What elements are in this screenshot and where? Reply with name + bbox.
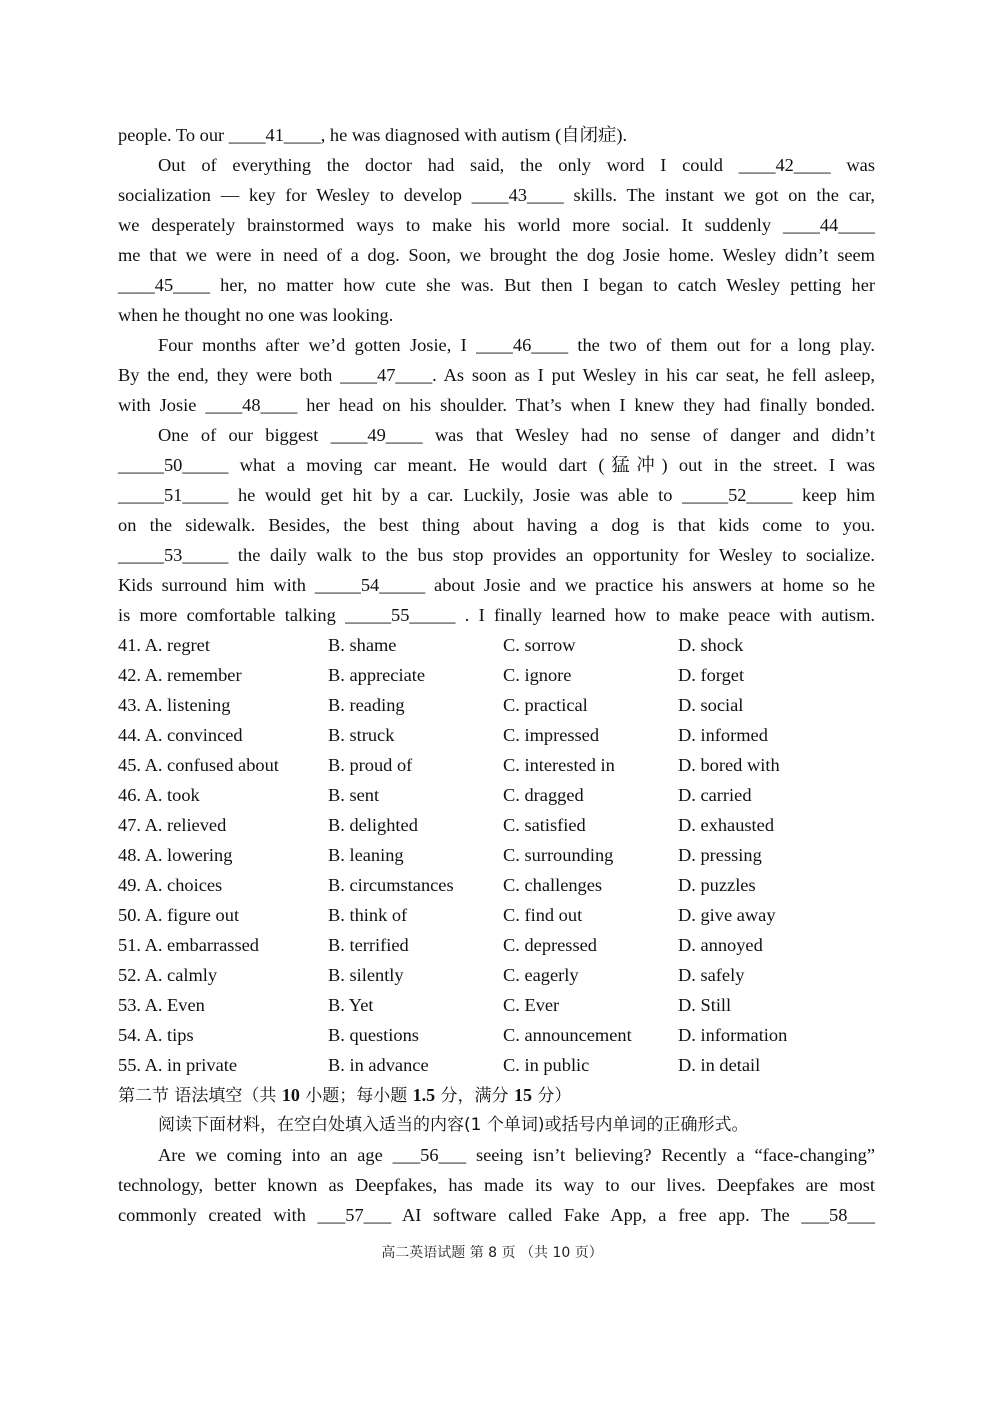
option-c: C. satisfied [503,815,586,835]
passage-line: with Josie ____48____ her head on his shoulder. That’s when I knew they had finally bonded. [118,395,875,415]
section-title-mid: 小题；每小题 [299,1086,413,1106]
option-a: 51. A. embarrassed [118,935,259,955]
option-row [118,810,875,840]
option-row [118,750,875,780]
option-c: C. interested in [503,755,615,775]
option-d: D. carried [678,785,752,805]
option-a: 52. A. calmly [118,965,218,985]
option-d: D. exhausted [678,815,775,835]
section-title-pre: 第二节 语法填空（共 [118,1086,282,1106]
option-c: C. sorrow [503,635,576,655]
option-b: B. shame [328,635,397,655]
section-instruction: 阅读下面材料，在空白处填入适当的内容(1 个单词)或括号内单词的正确形式。 [158,1115,749,1135]
option-d: D. information [678,1025,788,1045]
passage-line: people. To our ____41____, he was diagnosed with autism (自闭症). [118,125,628,145]
passage-line: _____53_____ the daily walk to the bus stop provides an opportunity for Wesley to socialize. [118,545,875,565]
grammar-line: technology, better known as Deepfakes, has made its way to our lives. Deepfakes are most [118,1175,875,1195]
option-b: B. reading [328,695,405,715]
option-row [118,900,875,930]
option-a: 48. A. lowering [118,845,233,865]
option-d: D. forget [678,665,745,685]
option-row [118,840,875,870]
grammar-line: Are we coming into an age ___56___ seeing isn’t believing? Recently a “face-changing” [158,1145,875,1165]
passage-line: Kids surround him with _____54_____ about Josie and we practice his answers at home so he [118,575,875,595]
option-c: C. practical [503,695,588,715]
option-row [118,1020,875,1050]
grammar-line: commonly created with ___57___ AI software called Fake App, a free app. The ___58___ [118,1205,875,1225]
passage-line: Out of everything the doctor had said, the only word I could ____42____ was [158,155,875,175]
passage-line: is more comfortable talking _____55_____ . I finally learned how to make peace with autism. [118,605,875,625]
option-d: D. in detail [678,1055,761,1075]
option-a: 43. A. listening [118,695,231,715]
option-row [118,930,875,960]
option-d: D. shock [678,635,744,655]
option-c: C. impressed [503,725,600,745]
option-b: B. proud of [328,755,413,775]
option-row [118,780,875,810]
option-d: D. bored with [678,755,780,775]
passage-line: when he thought no one was looking. [118,305,394,325]
option-a: 55. A. in private [118,1055,238,1075]
option-b: B. questions [328,1025,419,1045]
option-b: B. delighted [328,815,418,835]
option-c: C. Ever [503,995,560,1015]
option-d: D. informed [678,725,768,745]
section-heading [118,1080,875,1110]
option-d: D. safely [678,965,745,985]
option-row [118,660,875,690]
question-count: 10 [281,1085,300,1105]
option-b: B. circumstances [328,875,454,895]
option-d: D. annoyed [678,935,763,955]
option-d: D. puzzles [678,875,756,895]
passage-line: By the end, they were both ____47____. As soon as I put Wesley in his car seat, he fell asleep, [118,365,875,385]
option-b: B. struck [328,725,395,745]
option-c: C. announcement [503,1025,632,1045]
page-footer: 高二英语试题 第 8 页 （共 10 页） [381,1245,603,1261]
option-a: 42. A. remember [118,665,242,685]
option-a: 44. A. convinced [118,725,243,745]
option-c: C. ignore [503,665,572,685]
passage-line: _____51_____ he would get hit by a car. Luckily, Josie was able to _____52_____ keep him [118,485,875,505]
option-a: 49. A. choices [118,875,223,895]
option-b: B. think of [328,905,408,925]
option-c: C. depressed [503,935,597,955]
section-title-mid2: 分，满分 [435,1086,514,1106]
option-a: 46. A. took [118,785,200,805]
options-list [118,630,875,1080]
option-row [118,1050,875,1080]
option-b: B. terrified [328,935,409,955]
passage-line: _____50_____ what a moving car meant. He would dart (猛冲) out in the street. I was [118,455,875,475]
option-row [118,630,875,660]
option-a: 53. A. Even [118,995,205,1015]
exam-page [118,120,875,1230]
passage-line: on the sidewalk. Besides, the best thing about having a dog is that kids come to you. [118,515,875,535]
passage-line: ____45____ her, no matter how cute she was. But then I began to catch Wesley petting her [118,275,875,295]
option-c: C. dragged [503,785,584,805]
option-b: B. appreciate [328,665,426,685]
option-c: C. eagerly [503,965,579,985]
option-row [118,870,875,900]
passage-line: Four months after we’d gotten Josie, I ____46____ the two of them out for a long play. [158,335,875,355]
passage-line: One of our biggest ____49____ was that Wesley had no sense of danger and didn’t [158,425,875,445]
option-a: 54. A. tips [118,1025,194,1045]
option-b: B. silently [328,965,404,985]
passage-line: socialization — key for Wesley to develop ____43____ skills. The instant we got on the car, [118,185,875,205]
option-a: 47. A. relieved [118,815,227,835]
option-d: D. social [678,695,744,715]
points-each: 1.5 [412,1085,436,1105]
option-c: C. surrounding [503,845,614,865]
option-b: B. leaning [328,845,404,865]
option-b: B. sent [328,785,380,805]
option-c: C. find out [503,905,583,925]
points-total: 15 [513,1085,532,1105]
option-c: C. challenges [503,875,603,895]
passage-line: we desperately brainstormed ways to make his world more social. It suddenly ____44____ [118,215,875,235]
option-a: 41. A. regret [118,635,210,655]
option-d: D. give away [678,905,776,925]
option-a: 45. A. confused about [118,755,279,775]
option-d: D. Still [678,995,732,1015]
option-b: B. Yet [328,995,374,1015]
section-title-post: 分） [531,1086,572,1106]
option-d: D. pressing [678,845,762,865]
option-b: B. in advance [328,1055,429,1075]
passage-line: me that we were in need of a dog. Soon, we brought the dog Josie home. Wesley didn’t seem [118,245,875,265]
option-row [118,720,875,750]
option-c: C. in public [503,1055,590,1075]
option-row [118,990,875,1020]
option-a: 50. A. figure out [118,905,240,925]
option-row [118,690,875,720]
option-row [118,960,875,990]
